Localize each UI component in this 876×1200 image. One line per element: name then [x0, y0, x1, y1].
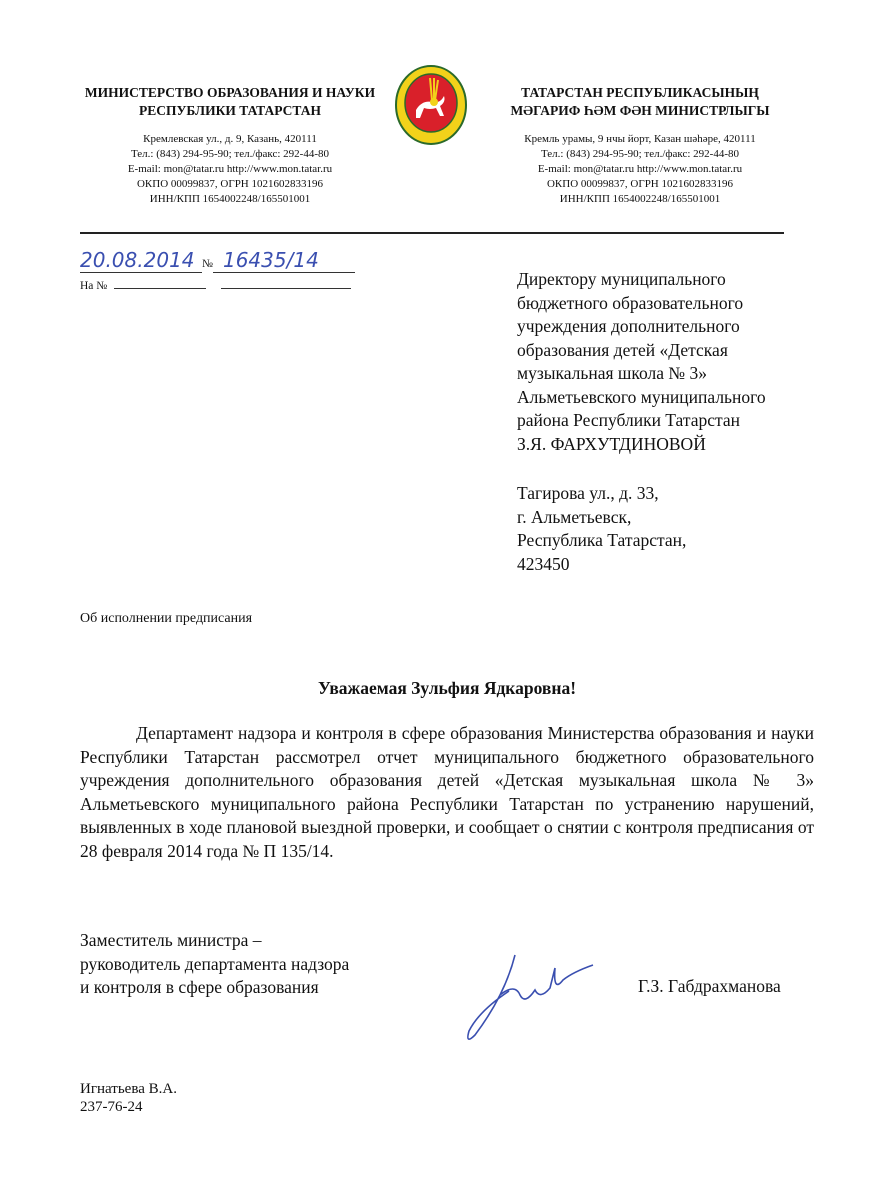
ministry-header-tatar: [490, 84, 790, 207]
ministry-title-line: РЕСПУБЛИКИ ТАТАРСТАН: [139, 103, 321, 118]
position-line: Заместитель министра –: [80, 930, 262, 950]
header-inn: ИНН/КПП 1654002248/165501001: [559, 193, 721, 205]
executor-name: Игнатьева В.А.: [80, 1081, 177, 1097]
addressee-line: образования детей «Детская: [517, 339, 728, 360]
number-sign: №: [202, 258, 213, 270]
header-inn: ИНН/КПП 1654002248/165501001: [149, 193, 311, 205]
reply-to-label: На №: [80, 280, 108, 292]
tatarstan-emblem: [394, 64, 468, 146]
handwritten-date: 20.08.2014: [80, 248, 202, 273]
ministry-header-russian: [80, 84, 380, 207]
ministry-title-line: МИНИСТЕРСТВО ОБРАЗОВАНИЯ И НАУКИ: [84, 85, 376, 100]
addressee-block: [517, 268, 766, 576]
header-email: E-mail: mon@tatar.ru http://www.mon.tatar.ru: [537, 163, 743, 175]
salutation: Уважаемая Зульфия Ядкаровна!: [317, 678, 577, 698]
header-divider: [80, 232, 784, 234]
letter-body: Департамент надзора и контроля в сфере образования Министерства образования и науки Республики Татарстан рассмотрел отчет муниципального бюджетного образовательного учреждения дополнительного образования детей «Детская музыкальная школа № 3» Альметьевского муниципального района Республики Татарстан по устранению нарушений, выявленных в ходе плановой выездной проверки, и сообщает о снятии с контроля предписания от 28 февраля 2014 года № П 135/14.: [80, 723, 814, 861]
ministry-title-line: ТАТАРСТАН РЕСПУБЛИКАСЫНЫҢ: [521, 85, 759, 100]
address-postcode: 423450: [517, 553, 570, 574]
header-phone: Тел.: (843) 294-95-90; тел./факс: 292-44-80: [130, 148, 330, 160]
address-line: Тагирова ул., д. 33,: [517, 483, 659, 503]
signatory-position: [80, 929, 349, 1000]
executor-block: [80, 1080, 177, 1116]
handwritten-number: 16435/14: [213, 248, 355, 273]
addressee-name: З.Я. ФАРХУТДИНОВОЙ: [517, 433, 706, 454]
header-phone: Тел.: (843) 294-95-90; тел./факс: 292-44-80: [540, 148, 740, 160]
signatory-name: Г.З. Габдрахманова: [638, 976, 781, 996]
ministry-title-line: МӘГАРИФ ҺӘМ ФӘН МИНИСТРЛЫГЫ: [510, 103, 770, 118]
position-line: руководитель департамента надзора: [80, 953, 350, 974]
position-line: и контроля в сфере образования: [80, 977, 319, 997]
addressee-line: учреждения дополнительного: [517, 316, 740, 336]
header-okpo: ОКПО 00099837, ОГРН 1021602833196: [136, 178, 324, 190]
addressee-line: Директору муниципального: [517, 269, 726, 289]
header-email: E-mail: mon@tatar.ru http://www.mon.tatar.ru: [127, 163, 333, 175]
handwritten-signature: [455, 950, 605, 1050]
header-address: Кремль урамы, 9 нчы йорт, Казан шәһәре, 420111: [524, 133, 756, 145]
address-line: г. Альметьевск,: [517, 506, 632, 527]
reply-to-reference: [80, 280, 351, 292]
addressee-line: района Республики Татарстан: [517, 410, 741, 430]
addressee-line: бюджетного образовательного: [517, 292, 744, 313]
outgoing-reference: [80, 248, 355, 273]
address-line: Республика Татарстан,: [517, 530, 687, 550]
addressee-line: музыкальная школа № 3»: [517, 363, 707, 383]
subject-line: Об исполнении предписания: [80, 611, 253, 626]
executor-phone: 237-76-24: [80, 1099, 143, 1115]
header-address: Кремлевская ул., д. 9, Казань, 420111: [143, 133, 317, 145]
header-okpo: ОКПО 00099837, ОГРН 1021602833196: [546, 178, 734, 190]
addressee-line: Альметьевского муниципального: [517, 386, 766, 407]
